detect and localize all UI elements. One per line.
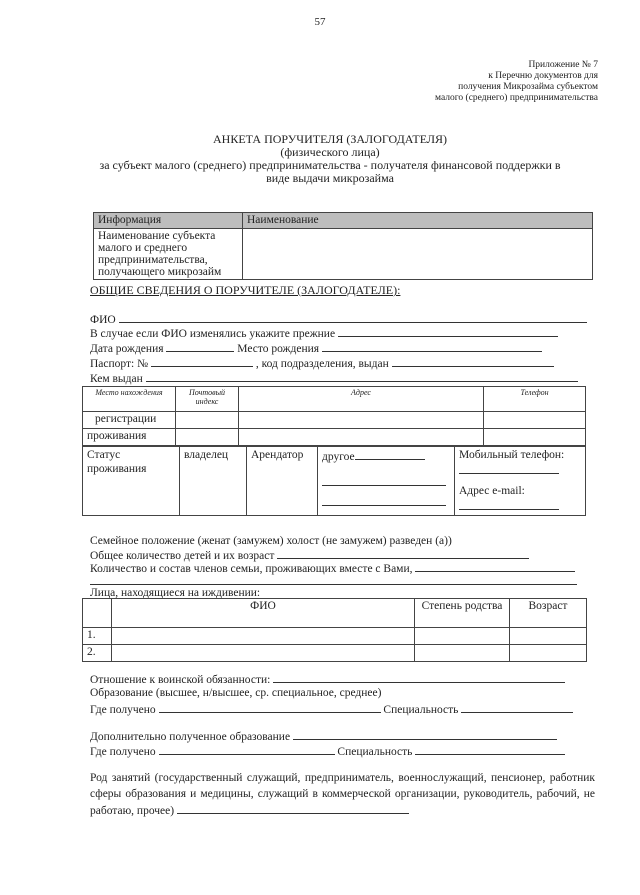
status-other-extra-line[interactable]: [322, 494, 446, 506]
passport-number-field[interactable]: [151, 355, 253, 367]
dependents-header: ФИО: [112, 599, 415, 628]
education-specialty-label: Специальность: [383, 704, 459, 716]
status-owner-option[interactable]: владелец: [180, 447, 247, 516]
appendix-line: получения Микрозайма субъектом: [458, 82, 598, 92]
dependent-cell[interactable]: [415, 628, 510, 645]
education-where-row: [90, 701, 573, 716]
status-other-field[interactable]: [355, 448, 425, 460]
education-where2-field[interactable]: [159, 743, 335, 755]
fio-changed-label: В случае если ФИО изменялись укажите прежние: [90, 328, 336, 340]
dependents-num-header: [83, 599, 112, 628]
address-header: Адрес: [239, 387, 484, 412]
issued-by-row: [90, 370, 578, 385]
form-title: [80, 133, 580, 185]
status-other-option[interactable]: другое: [322, 451, 355, 463]
occupation-text: Род занятий (государственный служащий, предприниматель, военнослужащий, пенсионер, работник сферы образования и медицины, служащий в коммерческой организации, руководитель, рабочий, не работаю, прочее): [90, 772, 595, 817]
passport-label: Паспорт: №: [90, 358, 149, 370]
appendix-line: Приложение № 7: [528, 60, 598, 70]
address-cell[interactable]: [239, 412, 484, 429]
info-col-header: Информация: [94, 213, 243, 229]
fio-changed-row: [90, 325, 558, 340]
mobile-field[interactable]: [459, 462, 559, 474]
address-cell[interactable]: [176, 412, 239, 429]
dependent-number: 1.: [83, 628, 112, 645]
birth-date-field[interactable]: [166, 340, 234, 352]
education-specialty-field[interactable]: [461, 701, 573, 713]
appendix-line: к Перечню документов для: [488, 71, 598, 81]
passport-row: [90, 355, 554, 370]
birth-place-field[interactable]: [322, 340, 542, 352]
dependent-cell[interactable]: [510, 645, 587, 662]
family-members-label: Количество и состав членов семьи, проживающих вместе с Вами,: [90, 563, 413, 575]
table-row: [83, 628, 587, 645]
education-where-field[interactable]: [159, 701, 381, 713]
email-label: Адрес e-mail:: [459, 485, 525, 497]
education-specialty2-field[interactable]: [415, 743, 565, 755]
contact-cell: [455, 447, 586, 516]
issued-by-field[interactable]: [146, 370, 578, 382]
address-table: [82, 386, 586, 446]
education-label: Образование (высшее, н/высшее, ср. специальное, среднее): [90, 687, 382, 699]
dependents-header: Степень родства: [415, 599, 510, 628]
name-col-header: Наименование: [243, 213, 593, 229]
appendix-line: малого (среднего) предпринимательства: [435, 93, 598, 103]
military-field[interactable]: [273, 671, 565, 683]
status-other-extra-line[interactable]: [322, 474, 446, 486]
name-cell[interactable]: [243, 229, 593, 280]
education-where2-label: Где получено: [90, 746, 156, 758]
birth-row: [90, 340, 542, 355]
military-label: Отношение к воинской обязанности:: [90, 674, 271, 686]
family-members-row: [90, 560, 575, 575]
dependent-number: 2.: [83, 645, 112, 662]
address-row-label: регистрации: [83, 412, 176, 429]
table-row: [83, 412, 586, 429]
birth-date-label: Дата рождения: [90, 343, 164, 355]
education-where2-row: [90, 743, 565, 758]
children-field[interactable]: [277, 547, 529, 559]
title-line: (физического лица): [280, 145, 380, 159]
dependents-table: [82, 598, 587, 662]
dependent-cell[interactable]: [112, 628, 415, 645]
status-tenant-option[interactable]: Арендатор: [247, 447, 318, 516]
dependent-cell[interactable]: [510, 628, 587, 645]
additional-education-field[interactable]: [293, 728, 557, 740]
birth-place-label: Место рождения: [237, 343, 320, 355]
email-field[interactable]: [459, 498, 559, 510]
address-cell[interactable]: [484, 429, 586, 446]
address-cell[interactable]: [176, 429, 239, 446]
family-extra-line[interactable]: [90, 583, 577, 585]
family-members-field[interactable]: [415, 560, 575, 572]
dependents-title: Лица, находящиеся на иждивении:: [90, 587, 261, 599]
table-row: [83, 429, 586, 446]
address-header: Телефон: [484, 387, 586, 412]
address-cell[interactable]: [484, 412, 586, 429]
section-general-heading: ОБЩИЕ СВЕДЕНИЯ О ПОРУЧИТЕЛЕ (ЗАЛОГОДАТЕЛЕ):: [90, 283, 401, 297]
issued-by-label: Кем выдан: [90, 373, 143, 385]
title-line: АНКЕТА ПОРУЧИТЕЛЯ (ЗАЛОГОДАТЕЛЯ): [213, 132, 447, 146]
address-header: Место нахождения: [83, 387, 176, 412]
fio-field[interactable]: [119, 311, 587, 323]
table-row: [83, 645, 587, 662]
dependent-cell[interactable]: [112, 645, 415, 662]
status-other-cell: [318, 447, 455, 516]
military-row: [90, 671, 565, 686]
title-line: виде выдачи микрозайма: [266, 171, 394, 185]
fio-changed-field[interactable]: [338, 325, 558, 337]
children-label: Общее количество детей и их возраст: [90, 550, 275, 562]
address-header: Почтовый индекс: [176, 387, 239, 412]
mobile-label: Мобильный телефон:: [459, 449, 565, 461]
dependents-header: Возраст: [510, 599, 587, 628]
marital-status: Семейное положение (женат (замужем) холост (не замужем) разведен (а)): [90, 535, 452, 547]
info-row-label: Наименование субъекта малого и среднего предпринимательства, получающего микрозайм: [94, 229, 243, 280]
passport-code-label: , код подразделения, выдан: [255, 358, 389, 370]
info-table: [93, 212, 593, 280]
passport-issued-field[interactable]: [392, 355, 554, 367]
title-line: за субъект малого (среднего) предпринимательства - получателя финансовой поддержки в: [99, 158, 561, 172]
additional-education-row: [90, 728, 557, 743]
residence-status-table: [82, 446, 586, 516]
occupation-paragraph: [90, 770, 595, 819]
education-where-label: Где получено: [90, 704, 156, 716]
fio-label: ФИО: [90, 314, 116, 326]
appendix-note: [435, 60, 598, 104]
dependent-cell[interactable]: [415, 645, 510, 662]
page-number: 57: [314, 16, 326, 28]
address-row-label: проживания: [83, 429, 176, 446]
status-label: Статус проживания: [83, 447, 180, 516]
education-specialty2-label: Специальность: [337, 746, 413, 758]
fio-row: [90, 311, 587, 326]
occupation-field[interactable]: [177, 802, 409, 814]
additional-education-label: Дополнительно полученное образование: [90, 731, 291, 743]
address-cell[interactable]: [239, 429, 484, 446]
